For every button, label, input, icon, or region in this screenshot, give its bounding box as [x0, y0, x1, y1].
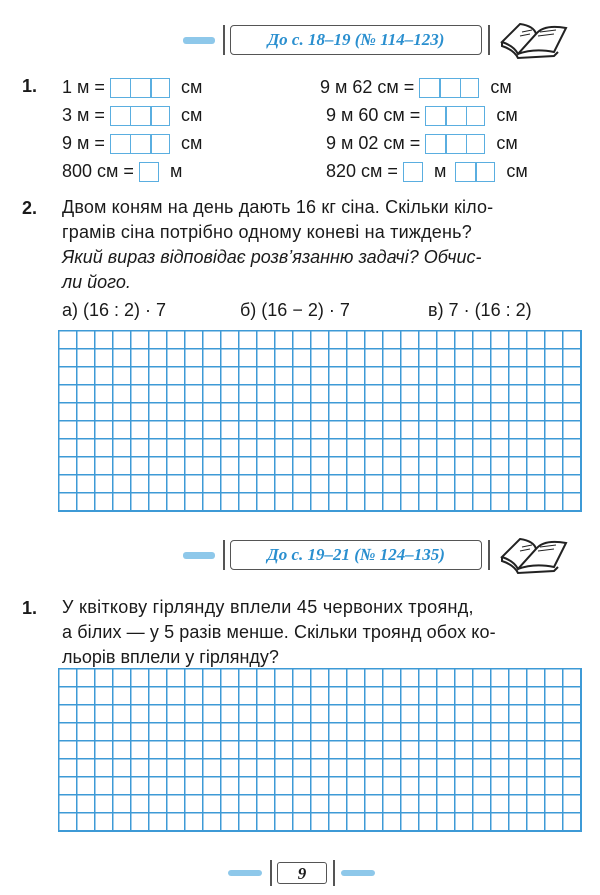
header-tick-right — [488, 540, 490, 570]
conversion-text: 820 см = — [326, 161, 398, 181]
conversion-text: 9 м 02 см = — [326, 133, 421, 153]
answer-box[interactable] — [425, 106, 485, 126]
conversion-row-1-left — [62, 74, 202, 100]
conversion-unit: см — [180, 105, 203, 125]
conversion-text: 3 м = — [62, 105, 105, 125]
conversion-row-2-left — [62, 102, 202, 128]
task3-line-1: У квіткову гірлянду вплели 45 червоних троянд, — [62, 597, 474, 617]
answer-box[interactable] — [403, 162, 423, 182]
answer-box[interactable] — [455, 162, 495, 182]
conversion-unit: см — [490, 77, 512, 97]
task2-text — [62, 195, 586, 295]
answer-grid-1[interactable] — [58, 330, 582, 512]
conversion-text: 9 м 62 см = — [320, 77, 415, 97]
task2-line-2: грамів сіна потрібно одному коневі на тиждень? — [62, 222, 472, 242]
task3-line-2: а білих — у 5 разів менше. Скільки троянд обох ко- — [62, 622, 496, 642]
conversion-unit: см — [496, 133, 518, 153]
conversion-text: 800 см = — [62, 161, 134, 181]
answer-option-a: а) (16 : 2) · 7 — [62, 300, 167, 320]
task2-number: 2. — [22, 198, 38, 218]
task3-number: 1. — [22, 598, 38, 618]
section-title-1: До с. 18–19 (№ 114–123) — [230, 25, 482, 55]
conversion-unit: м — [433, 161, 447, 181]
answer-box[interactable] — [419, 78, 479, 98]
conversion-text: 9 м 60 см = — [326, 105, 421, 125]
section-header-2 — [0, 535, 600, 575]
answer-box[interactable] — [425, 134, 485, 154]
task3-line-3: льорів вплели у гірлянду? — [62, 647, 279, 667]
footer-tick-right — [333, 860, 335, 886]
task3-text — [62, 595, 586, 670]
task1-number: 1. — [22, 76, 38, 96]
conversion-row-1-right — [320, 74, 512, 100]
open-book-icon — [498, 535, 574, 575]
footer-accent-bar-right — [341, 870, 375, 876]
conversion-row-3-right — [326, 130, 518, 156]
task2-line-3: Який вираз відповідає розв’язанню задачі? Обчис- — [62, 247, 482, 267]
conversion-text: 1 м = — [62, 77, 105, 97]
answer-box[interactable] — [139, 162, 159, 182]
header-tick-left — [223, 540, 225, 570]
conversion-unit: см — [180, 133, 203, 153]
conversion-unit: см — [180, 77, 203, 97]
page-footer — [0, 858, 600, 888]
answer-box[interactable] — [110, 106, 170, 126]
answer-box[interactable] — [110, 78, 170, 98]
conversion-unit: см — [496, 105, 518, 125]
task2-line-4: ли його. — [62, 272, 131, 292]
answer-grid-2[interactable] — [58, 668, 582, 832]
header-accent-bar — [183, 37, 215, 44]
conversion-row-4-left — [62, 158, 182, 184]
answer-option-b: б) (16 − 2) · 7 — [240, 300, 350, 320]
conversion-row-3-left — [62, 130, 202, 156]
conversion-text: 9 м = — [62, 133, 105, 153]
page-number: 9 — [277, 862, 327, 884]
header-accent-bar — [183, 552, 215, 559]
section-title-2: До с. 19–21 (№ 124–135) — [230, 540, 482, 570]
conversion-row-4-right — [326, 158, 528, 184]
header-tick-left — [223, 25, 225, 55]
conversion-row-2-right — [326, 102, 518, 128]
answer-box[interactable] — [110, 134, 170, 154]
conversion-unit: м — [169, 161, 183, 181]
header-tick-right — [488, 25, 490, 55]
section-header-1 — [0, 20, 600, 60]
conversion-unit: см — [506, 161, 528, 181]
footer-accent-bar-left — [228, 870, 262, 876]
answer-option-c: в) 7 · (16 : 2) — [428, 300, 532, 320]
footer-tick-left — [270, 860, 272, 886]
task2-line-1: Двом коням на день дають 16 кг сіна. Скільки кіло- — [62, 197, 494, 217]
open-book-icon — [498, 20, 574, 60]
